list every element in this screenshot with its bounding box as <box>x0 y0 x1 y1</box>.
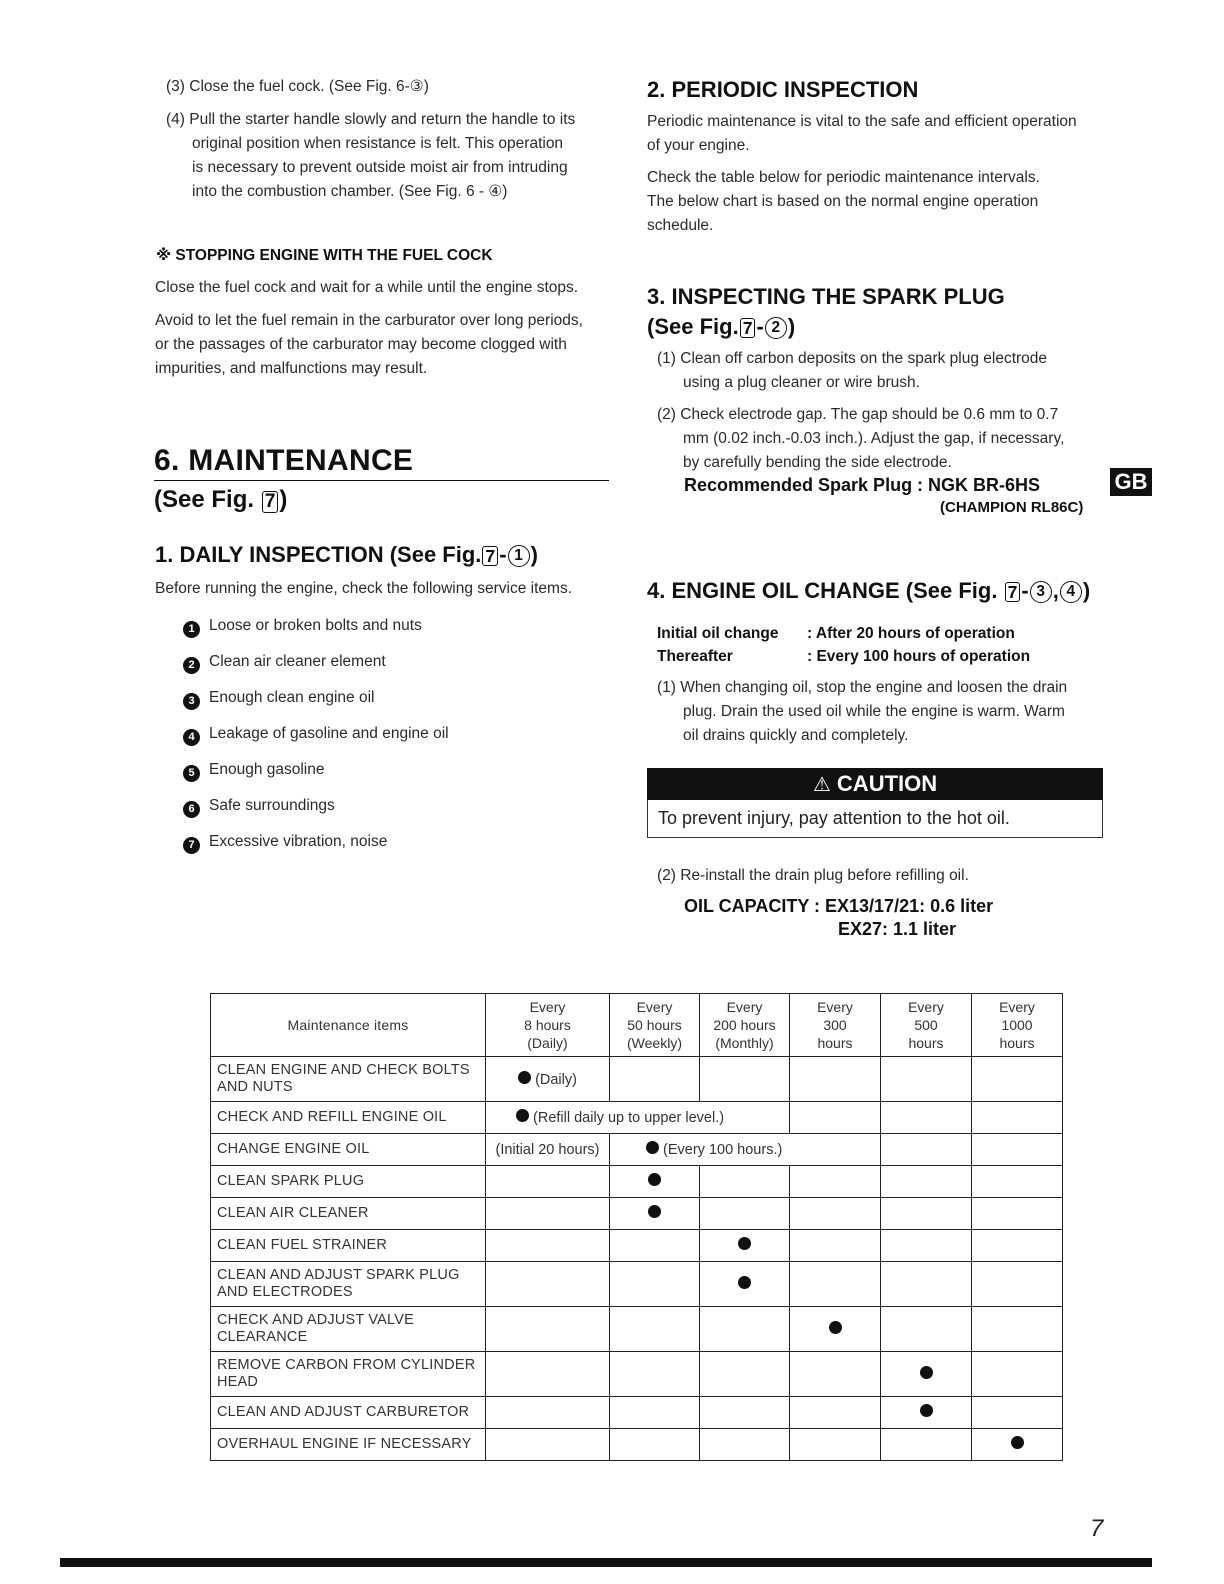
cell <box>972 1102 1063 1134</box>
cell <box>790 1057 881 1102</box>
cell-note: (Daily) <box>535 1071 577 1088</box>
row-label: CLEAN AND ADJUST CARBURETOR <box>211 1397 486 1429</box>
stopping-paragraph-2 <box>155 309 583 381</box>
numbered-bullet-icon: 1 <box>183 621 200 638</box>
row-label: CLEAN AIR CLEANER <box>211 1198 486 1230</box>
cell <box>881 1102 972 1134</box>
cell <box>790 1166 881 1198</box>
cell <box>790 1307 881 1352</box>
oil-initial-row <box>657 622 1030 645</box>
header-line: (Daily) <box>527 1035 568 1051</box>
header-line: 8 hours <box>524 1017 571 1033</box>
header-line: Every <box>817 999 853 1015</box>
spark-step-1 <box>657 347 1047 395</box>
cell <box>486 1166 610 1198</box>
cell <box>881 1429 972 1461</box>
cell <box>486 1102 790 1134</box>
cell <box>610 1429 700 1461</box>
cell <box>881 1397 972 1429</box>
row-label: CHECK AND ADJUST VALVE CLEARANCE <box>211 1307 486 1352</box>
step-3-close-fuel-cock: (3) Close the fuel cock. (See Fig. 6-③) <box>166 78 429 95</box>
periodic-p2-line-2: The below chart is based on the normal engine operation <box>647 193 1039 210</box>
list-item-text: Enough gasoline <box>209 761 325 778</box>
cell <box>972 1166 1063 1198</box>
oil-step-2: (2) Re-install the drain plug before refilling oil. <box>657 867 969 884</box>
table-row <box>211 1230 1063 1262</box>
numbered-bullet-icon: 6 <box>183 801 200 818</box>
header-every-8-hours <box>486 994 610 1057</box>
header-line: hours <box>999 1035 1035 1051</box>
circled-number: 4 <box>1060 581 1082 603</box>
header-every-200-hours <box>700 994 790 1057</box>
gb-language-tab: GB <box>1110 468 1152 496</box>
header-line: Every <box>999 999 1035 1015</box>
row-label: CHANGE ENGINE OIL <box>211 1134 486 1166</box>
stopping-engine-heading: ※ STOPPING ENGINE WITH THE FUEL COCK <box>156 247 493 264</box>
step-4-line-3: is necessary to prevent outside moist air from intruding <box>192 159 568 176</box>
oil-s1-line-2: plug. Drain the used oil while the engine is warm. Warm <box>683 703 1065 720</box>
cell <box>486 1198 610 1230</box>
table-row <box>211 1307 1063 1352</box>
table-row <box>211 1102 1063 1134</box>
header-every-50-hours <box>610 994 700 1057</box>
periodic-p2-line-1: Check the table below for periodic maintenance intervals. <box>647 169 1040 186</box>
caution-header <box>647 768 1103 800</box>
daily-title-suffix: ) <box>530 542 538 567</box>
step-4-line-1: (4) Pull the starter handle slowly and return the handle to its <box>166 111 576 128</box>
spark-s2-line-1: (2) Check electrode gap. The gap should be 0.6 mm to 0.7 <box>657 406 1059 423</box>
numbered-bullet-icon: 2 <box>183 657 200 674</box>
oil-change-title: 4. ENGINE OIL CHANGE (See Fig. 7 - 3 , 4 ) <box>647 578 1091 603</box>
stopping-p2-line-2: or the passages of the carburator may become clogged with <box>155 336 567 353</box>
cell <box>881 1198 972 1230</box>
check-dot-icon <box>738 1276 751 1289</box>
header-every-500-hours <box>881 994 972 1057</box>
numbered-bullet-icon: 7 <box>183 837 200 854</box>
list-item <box>183 722 449 746</box>
cell <box>790 1352 881 1397</box>
cell <box>610 1134 881 1166</box>
check-dot-icon <box>829 1321 842 1334</box>
cell <box>972 1057 1063 1102</box>
list-item-text: Safe surroundings <box>209 797 335 814</box>
oil-title-prefix: 4. ENGINE OIL CHANGE (See Fig. <box>647 578 998 603</box>
check-dot-icon <box>516 1109 529 1122</box>
header-line: 1000 <box>1001 1017 1033 1033</box>
header-every-300-hours <box>790 994 881 1057</box>
cell <box>700 1230 790 1262</box>
table-row <box>211 1134 1063 1166</box>
oil-capacity-line-1: OIL CAPACITY : EX13/17/21: 0.6 liter <box>684 896 994 916</box>
spark-s2-line-3: by carefully bending the side electrode. <box>683 454 952 471</box>
maintenance-see-prefix: (See Fig. <box>154 486 255 513</box>
list-item <box>183 686 449 710</box>
cell <box>610 1166 700 1198</box>
check-dot-icon <box>648 1173 661 1186</box>
cell <box>700 1307 790 1352</box>
cell <box>610 1307 700 1352</box>
numbered-bullet-icon: 5 <box>183 765 200 782</box>
cell <box>610 1230 700 1262</box>
header-line: 300 <box>823 1017 847 1033</box>
row-label: REMOVE CARBON FROM CYLINDER HEAD <box>211 1352 486 1397</box>
daily-inspection-title <box>155 542 538 568</box>
list-item <box>183 830 449 854</box>
list-item-text: Clean air cleaner element <box>209 653 386 670</box>
circled-number: 3 <box>1030 581 1052 603</box>
page-number: 7 <box>1090 1515 1104 1542</box>
step-4-pull-starter <box>166 108 575 204</box>
recommended-spark-plug: Recommended Spark Plug : NGK BR-6HS <box>684 475 1041 495</box>
cell <box>610 1352 700 1397</box>
row-label: CLEAN FUEL STRAINER <box>211 1230 486 1262</box>
header-maintenance-items: Maintenance items <box>211 994 486 1057</box>
spark-s1-line-1: (1) Clean off carbon deposits on the spark plug electrode <box>657 350 1048 367</box>
cell <box>486 1397 610 1429</box>
spark-s2-line-2: mm (0.02 inch.-0.03 inch.). Adjust the gap, if necessary, <box>683 430 1065 447</box>
table-row <box>211 1262 1063 1307</box>
spark-see-dash: - <box>756 314 764 339</box>
cell <box>972 1429 1063 1461</box>
check-dot-icon <box>518 1071 531 1084</box>
header-line: (Monthly) <box>715 1035 774 1051</box>
oil-after-label: Thereafter <box>657 648 733 665</box>
oil-initial-value: : After 20 hours of operation <box>807 625 1015 642</box>
warning-triangle-icon: ⚠ <box>812 774 831 796</box>
cell <box>610 1057 700 1102</box>
cell <box>700 1198 790 1230</box>
caution-title: CAUTION <box>836 771 938 796</box>
stopping-paragraph-1: Close the fuel cock and wait for a while until the engine stops. <box>155 279 579 296</box>
table-row <box>211 1057 1063 1102</box>
cell <box>486 1429 610 1461</box>
header-line: Every <box>529 999 566 1015</box>
cell <box>610 1262 700 1307</box>
cell <box>700 1397 790 1429</box>
cell-note: (Refill daily up to upper level.) <box>533 1110 725 1126</box>
oil-s1-line-3: oil drains quickly and completely. <box>683 727 909 744</box>
maintenance-title-block <box>154 444 609 481</box>
list-item-text: Excessive vibration, noise <box>209 833 388 850</box>
cell <box>486 1057 610 1102</box>
list-item <box>183 614 449 638</box>
spark-see-suffix: ) <box>787 314 796 339</box>
numbered-bullet-icon: 3 <box>183 693 200 710</box>
periodic-p1-line-2: of your engine. <box>647 137 750 154</box>
cell <box>486 1307 610 1352</box>
cell <box>972 1352 1063 1397</box>
maintenance-schedule-table <box>210 993 1063 1461</box>
header-every-1000-hours <box>972 994 1063 1057</box>
table-row <box>211 1429 1063 1461</box>
periodic-paragraph-2 <box>647 166 1040 238</box>
header-line: Every <box>726 999 763 1015</box>
cell <box>881 1166 972 1198</box>
stopping-p2-line-3: impurities, and malfunctions may result. <box>155 360 428 377</box>
maintenance-title: 6. MAINTENANCE <box>154 444 414 477</box>
oil-capacity-line-2: EX27: 1.1 liter <box>838 919 957 939</box>
cell <box>790 1397 881 1429</box>
spark-s1-line-2: using a plug cleaner or wire brush. <box>683 374 920 391</box>
table-row <box>211 1198 1063 1230</box>
cell-note: (Every 100 hours.) <box>663 1142 783 1158</box>
circled-number: 2 <box>765 317 787 339</box>
cell <box>972 1262 1063 1307</box>
caution-box <box>647 768 1103 838</box>
oil-step-1 <box>657 676 1067 748</box>
cell <box>790 1198 881 1230</box>
spark-plug-title: 3. INSPECTING THE SPARK PLUG <box>647 284 1005 309</box>
header-line: Every <box>908 999 944 1015</box>
step-4-line-2: original position when resistance is felt. This operation <box>192 135 564 152</box>
cell <box>881 1307 972 1352</box>
fig-7-box: 7 <box>262 491 279 513</box>
cell <box>700 1429 790 1461</box>
spark-plug-see-fig <box>647 314 795 340</box>
cell <box>700 1166 790 1198</box>
check-dot-icon <box>920 1366 933 1379</box>
table-row <box>211 1397 1063 1429</box>
cell: (Initial 20 hours) <box>486 1134 610 1166</box>
list-item <box>183 650 449 674</box>
header-line: 50 hours <box>627 1017 682 1033</box>
cell <box>972 1134 1063 1166</box>
oil-intervals <box>657 622 1030 668</box>
daily-title-prefix: 1. DAILY INSPECTION (See Fig. <box>155 542 482 567</box>
fig-7-box: 7 <box>482 546 498 566</box>
cell <box>486 1352 610 1397</box>
header-line: 200 hours <box>713 1017 776 1033</box>
cell <box>790 1230 881 1262</box>
cell <box>610 1397 700 1429</box>
cell <box>790 1262 881 1307</box>
cell <box>486 1230 610 1262</box>
oil-after-row <box>657 645 1030 668</box>
fig-7-box: 7 <box>740 318 756 338</box>
cell <box>486 1262 610 1307</box>
cell <box>881 1262 972 1307</box>
oil-after-value: : Every 100 hours of operation <box>807 648 1031 665</box>
list-item <box>183 758 449 782</box>
row-label: OVERHAUL ENGINE IF NECESSARY <box>211 1429 486 1461</box>
cell <box>610 1198 700 1230</box>
numbered-bullet-icon: 4 <box>183 729 200 746</box>
cell <box>881 1352 972 1397</box>
cell <box>972 1307 1063 1352</box>
table-row <box>211 1352 1063 1397</box>
cell <box>972 1397 1063 1429</box>
row-label: CLEAN AND ADJUST SPARK PLUG AND ELECTRODES <box>211 1262 486 1307</box>
stopping-p2-line-1: Avoid to let the fuel remain in the carburator over long periods, <box>155 312 583 329</box>
header-line: Every <box>636 999 673 1015</box>
list-item <box>183 794 449 818</box>
daily-items-list <box>183 614 449 866</box>
list-item-text: Leakage of gasoline and engine oil <box>209 725 449 742</box>
row-label: CLEAN SPARK PLUG <box>211 1166 486 1198</box>
cell <box>972 1198 1063 1230</box>
header-line: 500 <box>914 1017 938 1033</box>
daily-intro: Before running the engine, check the following service items. <box>155 580 573 597</box>
periodic-p1-line-1: Periodic maintenance is vital to the safe and efficient operation <box>647 113 1077 130</box>
cell <box>790 1429 881 1461</box>
table-header-row <box>211 994 1063 1057</box>
periodic-p2-line-3: schedule. <box>647 217 714 234</box>
check-dot-icon <box>920 1404 933 1417</box>
caution-text: To prevent injury, pay attention to the hot oil. <box>647 800 1103 838</box>
cell <box>790 1102 881 1134</box>
cell <box>881 1057 972 1102</box>
champion-plug: (CHAMPION RL86C) <box>940 499 1084 516</box>
header-line: hours <box>908 1035 944 1051</box>
spark-step-2 <box>657 403 1064 475</box>
header-line: hours <box>817 1035 853 1051</box>
check-dot-icon <box>648 1205 661 1218</box>
header-line: (Weekly) <box>627 1035 682 1051</box>
cell <box>972 1230 1063 1262</box>
cell <box>700 1262 790 1307</box>
spark-see-prefix: (See Fig. <box>647 314 739 339</box>
cell <box>700 1057 790 1102</box>
footer-bar <box>60 1558 1152 1567</box>
step-4-line-4: into the combustion chamber. (See Fig. 6 - ④) <box>192 183 508 200</box>
table-row <box>211 1166 1063 1198</box>
row-label: CHECK AND REFILL ENGINE OIL <box>211 1102 486 1134</box>
check-dot-icon <box>646 1141 659 1154</box>
maintenance-see-suffix: ) <box>279 486 288 513</box>
daily-title-dash: - <box>499 542 507 567</box>
list-item-text: Loose or broken bolts and nuts <box>209 617 422 634</box>
cell <box>881 1230 972 1262</box>
periodic-inspection-title: 2. PERIODIC INSPECTION <box>647 77 919 102</box>
cell <box>700 1352 790 1397</box>
maintenance-see-fig <box>154 486 287 514</box>
row-label: CLEAN ENGINE AND CHECK BOLTS AND NUTS <box>211 1057 486 1102</box>
list-item-text: Enough clean engine oil <box>209 689 375 706</box>
oil-s1-line-1: (1) When changing oil, stop the engine and loosen the drain <box>657 679 1068 696</box>
periodic-paragraph-1 <box>647 110 1077 158</box>
fig-7-box: 7 <box>1005 582 1021 602</box>
cell <box>881 1134 972 1166</box>
check-dot-icon <box>738 1237 751 1250</box>
circled-number: 1 <box>508 545 530 567</box>
oil-initial-label: Initial oil change <box>657 625 779 642</box>
check-dot-icon <box>1011 1436 1024 1449</box>
